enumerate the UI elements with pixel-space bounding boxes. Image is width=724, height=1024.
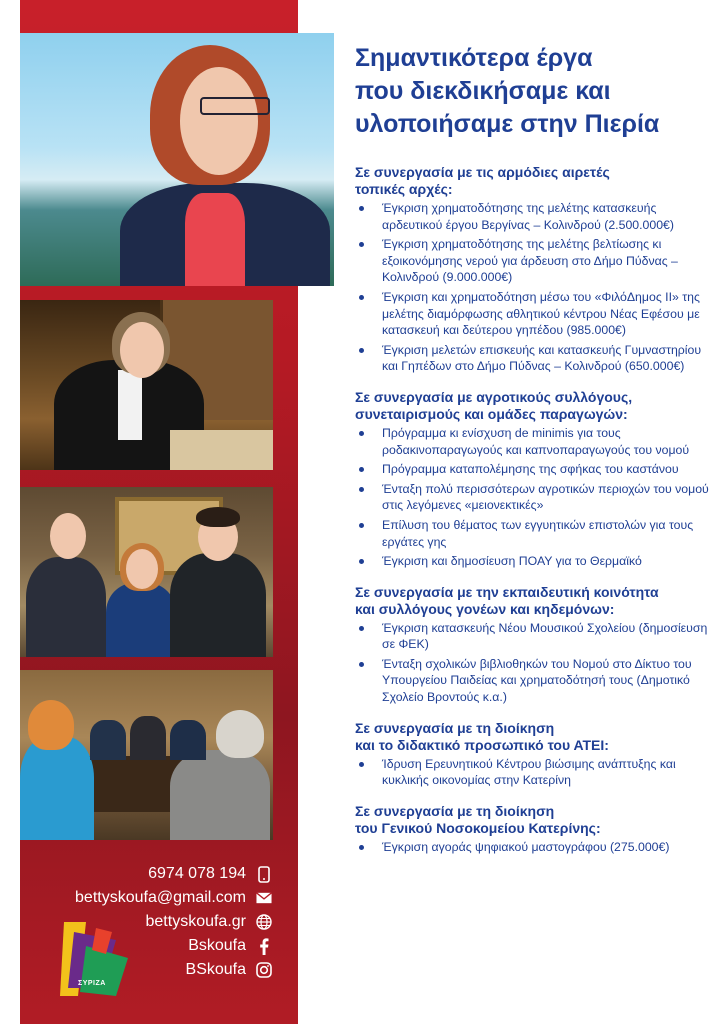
phone-text: 6974 078 194 xyxy=(148,865,246,882)
item-list xyxy=(355,425,713,570)
top-shape xyxy=(185,193,245,286)
section-heading: Σε συνεργασία με τη διοίκηση του Γενικού Νοσοκομείου Κατερίνης: xyxy=(355,802,601,836)
item-list xyxy=(355,839,713,856)
list-item: Έγκριση αγοράς ψηφιακού μαστογράφου (275.000€) xyxy=(355,839,713,856)
instagram-icon xyxy=(256,962,272,978)
list-item: Έγκριση κατασκευής Νέου Μουσικού Σχολείου (δημοσίευση σε ΦΕΚ) xyxy=(355,620,713,653)
section-hospital xyxy=(355,803,713,856)
projects-content xyxy=(355,164,713,869)
logo-text: ΣΥΡΙΖΑ xyxy=(78,980,106,987)
man-left-suit xyxy=(26,557,106,657)
section-atei xyxy=(355,720,713,789)
face-shape xyxy=(180,67,258,175)
man-right-hair xyxy=(196,507,240,527)
list-item: Ένταξη σχολικών βιβλιοθηκών του Νομού στο Δίκτυο του Υπουργείου Παιδείας και χρηματοδότησή τους (Δημοτικό Σχολείο Βροντούς κ.α.) xyxy=(355,656,713,706)
woman-face xyxy=(126,549,158,589)
list-item: Έγκριση χρηματοδότησης της μελέτης βελτίωσης κι εξοικονόμησης νερού για άρδευση στο Δήμο Πύδνας – Κολινδρού (9.000.000€) xyxy=(355,236,713,286)
item-list xyxy=(355,620,713,706)
woman-hair xyxy=(28,700,74,750)
man-left-face xyxy=(50,513,86,559)
list-item: Ίδρυση Ερευνητικού Κέντρου βιώσιμης ανάπτυξης και κυκλικής οικονομίας στην Κατερίνη xyxy=(355,756,713,789)
face-shape xyxy=(120,322,164,378)
item-list xyxy=(355,756,713,789)
list-item: Έγκριση και δημοσίευση ΠΟΑΥ για το Θερμαϊκό xyxy=(355,553,713,570)
section-agricultural xyxy=(355,389,713,570)
globe-icon xyxy=(256,914,272,930)
envelope-icon xyxy=(256,890,272,906)
section-heading: Σε συνεργασία με τις αρμόδιες αιρετές τοπικές αρχές: xyxy=(355,164,610,197)
list-item: Πρόγραμμα καταπολέμησης της σφήκας του καστάνου xyxy=(355,461,713,478)
email-text: bettyskoufa@gmail.com xyxy=(75,889,246,906)
glasses-shape xyxy=(200,97,270,115)
woman-blue-top xyxy=(20,736,94,840)
list-item: Επίλυση του θέματος των εγγυητικών επιστολών για τους εργάτες γης xyxy=(355,517,713,550)
attendee-1 xyxy=(90,720,126,760)
woman-dress xyxy=(106,583,176,657)
contact-phone[interactable] xyxy=(40,862,272,886)
attendee-2 xyxy=(130,716,166,760)
man-grey-jacket xyxy=(170,750,270,840)
page-title: Σημαντικότερα έργα που διεκδικήσαμε και υλοποιήσαμε στην Πιερία xyxy=(355,44,660,138)
podium-shape xyxy=(170,430,273,470)
item-list xyxy=(355,200,713,375)
parliament-photo xyxy=(20,300,273,470)
attendee-3 xyxy=(170,720,206,760)
phone-icon xyxy=(256,866,272,882)
list-item: Έγκριση μελετών επισκευής και κατασκευής Γυμναστηρίου και Γηπέδων στο Δήμο Πύδνας – Κολινδρού (650.000€) xyxy=(355,342,713,375)
shirt-shape xyxy=(118,370,142,440)
list-item: Έγκριση χρηματοδότησης της μελέτης κατασκευής αρδευτικού έργου Βεργίνας – Κολινδρού (2.500.000€) xyxy=(355,200,713,233)
list-item: Πρόγραμμα κι ενίσχυση de minimis για τους ροδακινοπαραγωγούς και καπνοπαραγωγούς του νομού xyxy=(355,425,713,458)
list-item: Έγκριση και χρηματοδότηση μέσω του «ΦιλόΔημος ΙΙ» της μελέτης διαμόρφωσης αθλητικού κέντρου Νέας Εφέσου με κατασκευή και δεύτερου γηπέδου (985.000€) xyxy=(355,289,713,339)
party-logo xyxy=(56,918,132,1000)
contact-email[interactable] xyxy=(40,886,272,910)
man-hair xyxy=(216,710,264,758)
facebook-icon xyxy=(256,938,272,954)
facebook-text: Bskoufa xyxy=(188,937,246,954)
list-item: Ένταξη πολύ περισσότερων αγροτικών περιοχών του νομού στις λεγόμενες «μειονεκτικές» xyxy=(355,481,713,514)
section-heading: Σε συνεργασία με αγροτικούς συλλόγους, συνεταιρισμούς και ομάδες παραγωγών: xyxy=(355,388,633,422)
website-text: bettyskoufa.gr xyxy=(145,913,246,930)
group-photo xyxy=(20,487,273,657)
section-heading: Σε συνεργασία με τη διοίκηση και το διδακτικό προσωπικό του ΑΤΕΙ: xyxy=(355,719,609,753)
section-local-authorities xyxy=(355,164,713,375)
instagram-text: BSkoufa xyxy=(185,961,246,978)
portrait-photo xyxy=(20,33,334,286)
man-right-suit xyxy=(170,553,266,657)
section-education xyxy=(355,584,713,706)
section-heading: Σε συνεργασία με την εκπαιδευτική κοινότητα και συλλόγους γονέων και κηδεμόνων: xyxy=(355,583,659,617)
meeting-photo xyxy=(20,670,273,840)
